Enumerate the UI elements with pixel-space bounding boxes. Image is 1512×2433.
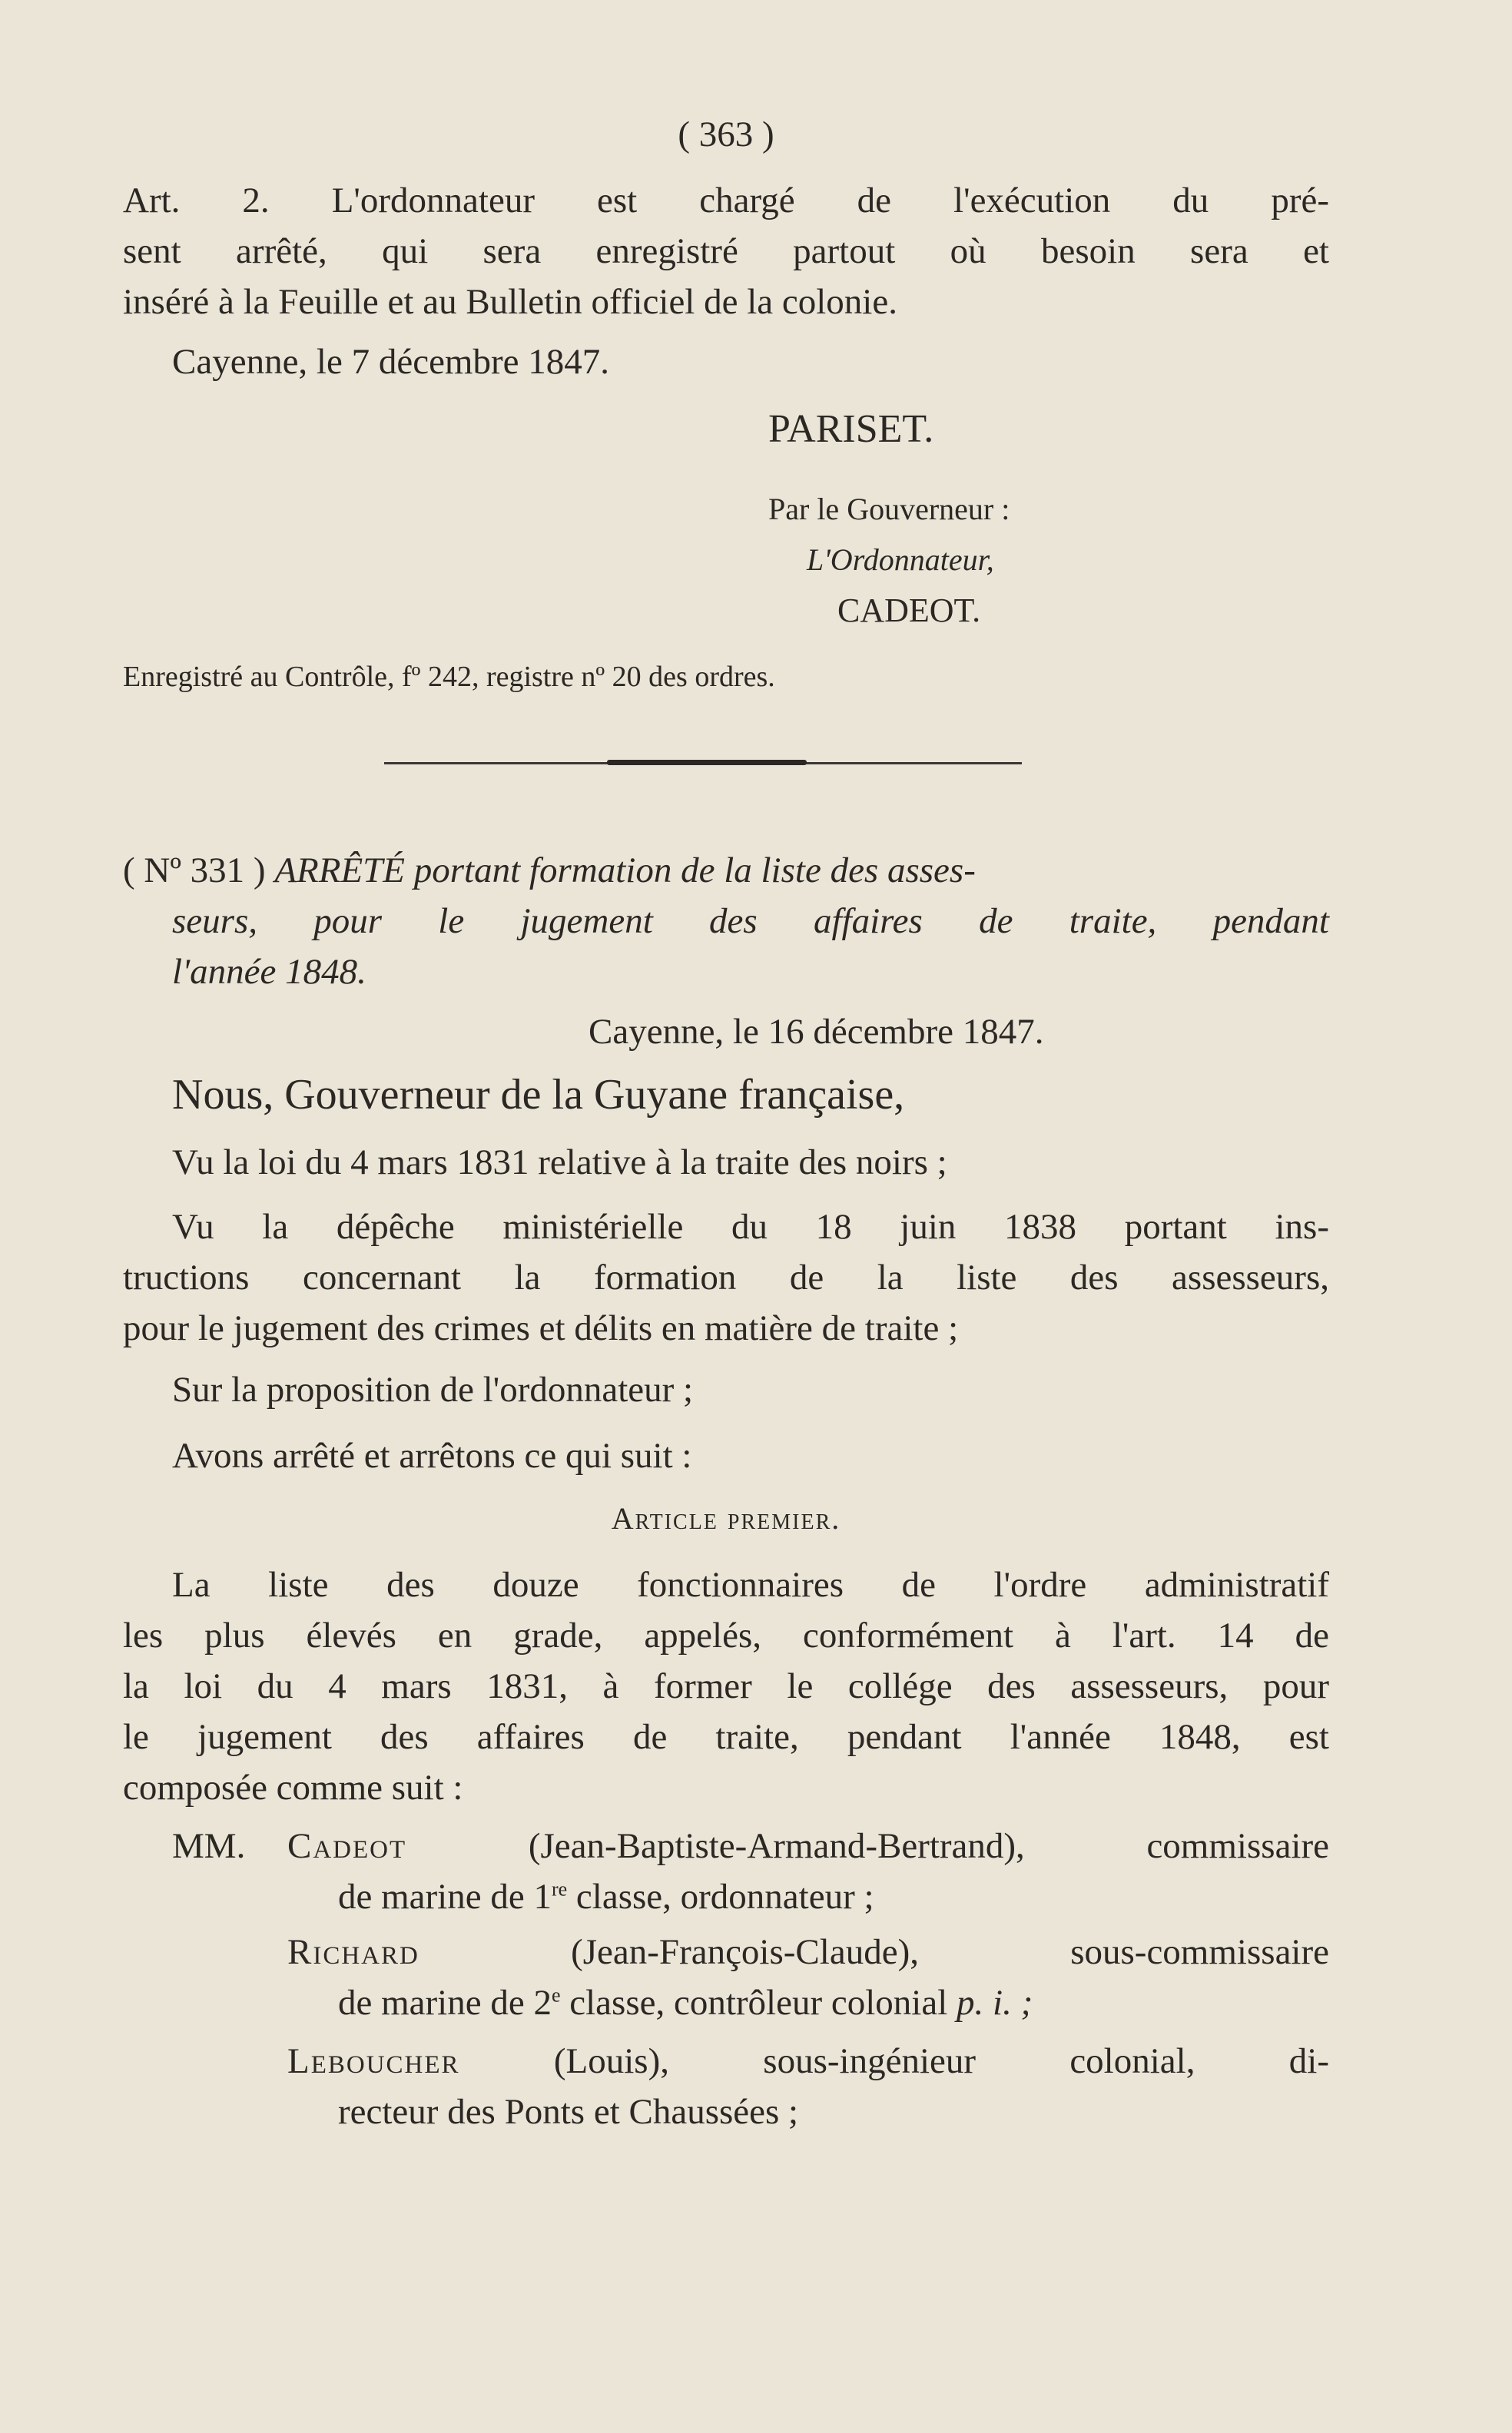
article-2-line-2: sent arrêté, qui sera enregistré partout où besoin sera et [123, 231, 1329, 271]
decree-title-line-3: l'année 1848. [172, 952, 366, 992]
member-3-details: (Louis), sous-ingénieur colonial, di- [553, 2041, 1329, 2081]
signature-governor: PARISET. [768, 407, 934, 451]
body-line-2: les plus élevés en grade, appelés, conformément à l'art. 14 de [123, 1616, 1329, 1656]
registration-note: Enregistré au Contrôle, fº 242, registre nº 20 des ordres. [123, 661, 775, 693]
decree-number: ( Nº 331 ) [123, 850, 266, 890]
separator-rule-center [607, 760, 807, 765]
member-3-name: Leboucher [287, 2041, 460, 2081]
signature-ordonnateur: CADEOT. [837, 592, 981, 629]
body-line-1: La liste des douze fonctionnaires de l'ordre administratif [172, 1565, 1329, 1605]
article-2-line-1: Art. 2. L'ordonnateur est chargé de l'exécution du pré- [123, 181, 1329, 220]
body-line-3: la loi du 4 mars 1831, à former le collége des assesseurs, pour [123, 1666, 1329, 1706]
article-premier-heading: Article premier. [611, 1501, 841, 1536]
decree-heading-line-1 [123, 845, 1337, 896]
article-2-line-3: inséré à la Feuille et au Bulletin officiel de la colonie. [123, 282, 897, 322]
nous-gouverneur: Nous, Gouverneur de la Guyane française, [172, 1071, 905, 1119]
member-1-rank-sup: re [551, 1878, 568, 1901]
member-3-line-1 [287, 2036, 1329, 2087]
member-2-role: classe, contrôleur colonial [560, 1983, 957, 2023]
ordonnateur-title: L'Ordonnateur, [807, 542, 994, 577]
vu-depeche-line-3: pour le jugement des crimes et délits en matière de traite ; [123, 1308, 959, 1348]
member-2-rank: de marine de 2 [338, 1983, 552, 2023]
dateline-2: Cayenne, le 16 décembre 1847. [589, 1012, 1044, 1052]
member-2-line-1 [287, 1927, 1329, 1977]
sur-proposition: Sur la proposition de l'ordonnateur ; [172, 1370, 694, 1410]
body-line-4: le jugement des affaires de traite, pendant l'année 1848, est [123, 1717, 1329, 1757]
member-2-details: (Jean-François-Claude), sous-commissaire [571, 1932, 1329, 1972]
avons-arrete: Avons arrêté et arrêtons ce qui suit : [172, 1436, 692, 1476]
member-2-name: Richard [287, 1932, 419, 1972]
page-number: ( 363 ) [678, 114, 774, 154]
member-1-rank: de marine de 1 [338, 1877, 552, 1917]
member-2-rank-sup: e [551, 1984, 561, 2007]
members-prefix: MM. [172, 1826, 246, 1866]
member-1-line-1 [287, 1821, 1329, 1871]
member-3-role: recteur des Ponts et Chaussées ; [338, 2092, 799, 2132]
member-1-details: (Jean-Baptiste-Armand-Bertrand), commissaire [528, 1826, 1329, 1866]
dateline-1: Cayenne, le 7 décembre 1847. [172, 342, 610, 382]
body-line-5: composée comme suit : [123, 1768, 463, 1808]
decree-title-line-1: ARRÊTÉ portant formation de la liste des asses- [274, 850, 976, 890]
member-1-name: Cadeot [287, 1826, 407, 1866]
member-1-role: classe, ordonnateur ; [567, 1877, 874, 1917]
by-governor: Par le Gouverneur : [768, 492, 1010, 526]
vu-loi: Vu la loi du 4 mars 1831 relative à la traite des noirs ; [172, 1142, 947, 1182]
member-2-line-2 [338, 1977, 1329, 2028]
decree-title-line-2: seurs, pour le jugement des affaires de traite, pendant [172, 901, 1329, 941]
member-3-line-2 [338, 2087, 1329, 2137]
member-1-line-2 [338, 1871, 1329, 1922]
member-2-interim: p. i. ; [957, 1983, 1033, 2023]
vu-depeche-line-1: Vu la dépêche ministérielle du 18 juin 1838 portant ins- [172, 1207, 1329, 1247]
vu-depeche-line-2: tructions concernant la formation de la liste des assesseurs, [123, 1258, 1329, 1298]
